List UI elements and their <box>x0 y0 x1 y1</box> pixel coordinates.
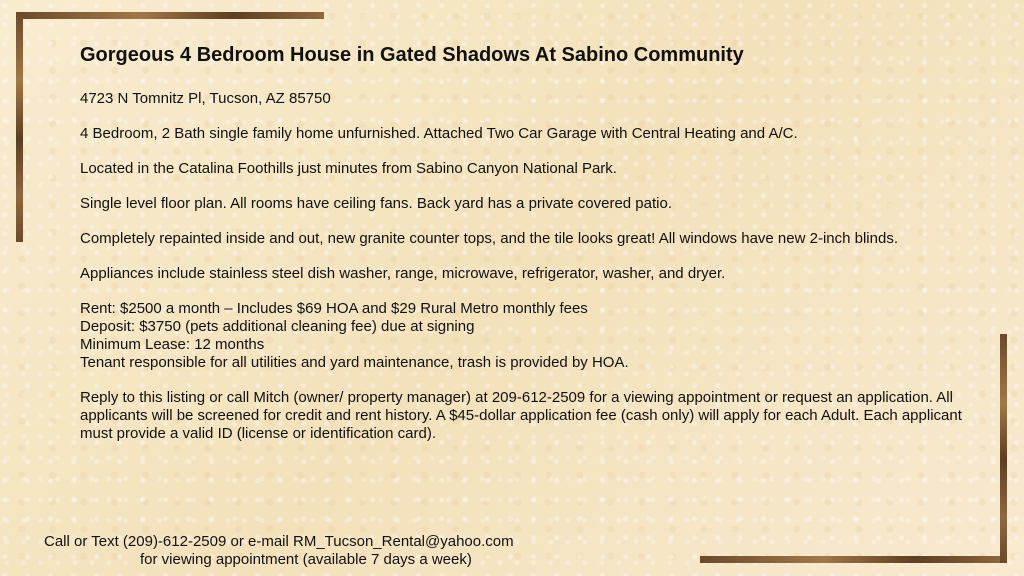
availability-line: for viewing appointment (available 7 days a week) <box>140 551 472 568</box>
decorative-frame-right <box>1000 334 1007 563</box>
listing-reply-instructions: Reply to this listing or call Mitch (owner/ property manager) at 209-612-2509 for a viewing appointment or request an application. All applicants will be screened for credit and rent history. A $45-dollar application fee (cash only) will apply for each Adult. Each applicant must provide a valid ID (license or identification card). <box>80 389 962 442</box>
listing-terms <box>80 300 992 372</box>
listing-location: Located in the Catalina Foothills just minutes from Sabino Canyon National Park. <box>80 160 617 177</box>
listing-title: Gorgeous 4 Bedroom House in Gated Shadows At Sabino Community <box>80 44 744 66</box>
listing-updates: Completely repainted inside and out, new granite counter tops, and the tile looks great! All windows have new 2-inch blinds. <box>80 230 898 247</box>
deposit-line: Deposit: $3750 (pets additional cleaning fee) due at signing <box>80 318 475 335</box>
decorative-frame-top <box>16 12 324 19</box>
rent-line: Rent: $2500 a month – Includes $69 HOA and $29 Rural Metro monthly fees <box>80 300 588 317</box>
decorative-frame-bottom <box>700 556 1007 563</box>
listing-floor-plan: Single level floor plan. All rooms have ceiling fans. Back yard has a private covered patio. <box>80 195 672 212</box>
listing-appliances: Appliances include stainless steel dish washer, range, microwave, refrigerator, washer, and dryer. <box>80 265 726 282</box>
decorative-frame-left <box>16 12 23 242</box>
contact-line: Call or Text (209)-612-2509 or e-mail RM_Tucson_Rental@yahoo.com <box>44 533 514 550</box>
utilities-line: Tenant responsible for all utilities and yard maintenance, trash is provided by HOA. <box>80 354 629 371</box>
listing-content <box>80 44 992 460</box>
listing-description: 4 Bedroom, 2 Bath single family home unfurnished. Attached Two Car Garage with Central Heating and A/C. <box>80 125 798 142</box>
contact-footer <box>44 533 514 569</box>
listing-address: 4723 N Tomnitz Pl, Tucson, AZ 85750 <box>80 90 331 107</box>
lease-line: Minimum Lease: 12 months <box>80 336 265 353</box>
